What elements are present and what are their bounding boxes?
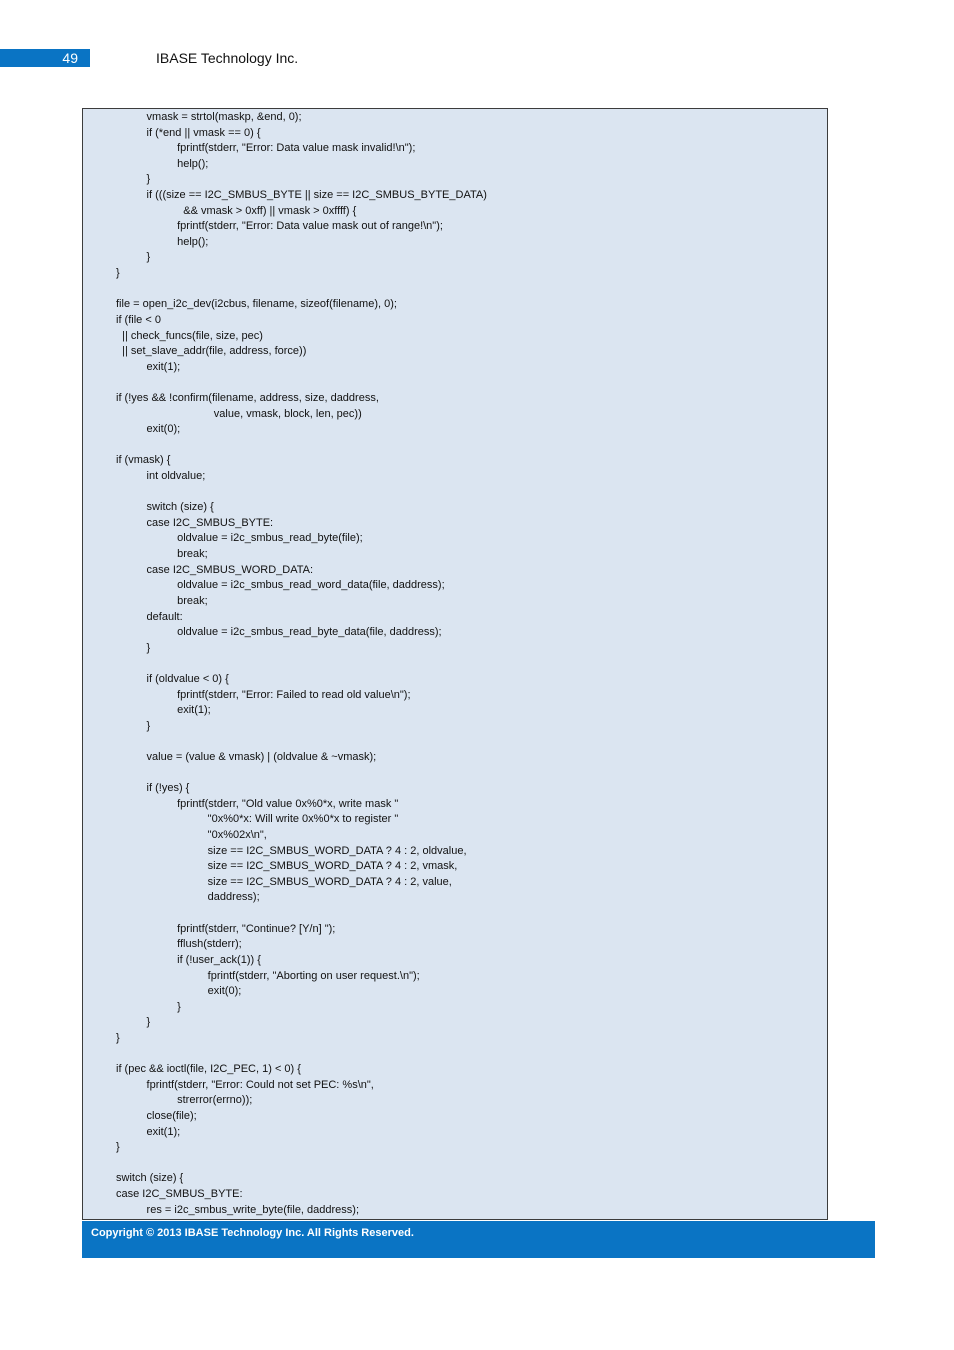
- code-line: switch (size) {: [116, 1172, 184, 1185]
- code-line: [116, 766, 487, 782]
- code-line: if (vmask) {: [116, 454, 171, 467]
- footer-bar: [82, 1221, 875, 1258]
- code-line: switch (size) {: [116, 501, 214, 514]
- code-line: oldvalue = i2c_smbus_read_word_data(file, daddress);: [116, 579, 445, 592]
- code-line: if (*end || vmask == 0) {: [116, 126, 261, 139]
- code-line: if (!yes) {: [116, 782, 190, 795]
- code-line: [116, 485, 487, 501]
- code-line: [116, 375, 487, 391]
- code-line: file = open_i2c_dev(i2cbus, filename, sizeof(filename), 0);: [116, 298, 397, 311]
- code-line: size == I2C_SMBUS_WORD_DATA ? 4 : 2, value,: [116, 875, 452, 888]
- code-line: [116, 734, 487, 750]
- code-line: help();: [116, 235, 209, 248]
- page-number: 49: [0, 49, 90, 67]
- code-line: int oldvalue;: [116, 470, 206, 483]
- code-line: [116, 1047, 487, 1063]
- code-line: value, vmask, block, len, pec)): [116, 407, 362, 420]
- code-line: fflush(stderr);: [116, 938, 242, 951]
- code-line: [116, 1156, 487, 1172]
- code-line: size == I2C_SMBUS_WORD_DATA ? 4 : 2, vmask,: [116, 860, 458, 873]
- code-line: }: [116, 1031, 120, 1044]
- code-line: exit(1);: [116, 704, 211, 717]
- code-line: oldvalue = i2c_smbus_read_byte(file);: [116, 532, 363, 545]
- code-line: res = i2c_smbus_write_byte(file, daddress);: [116, 1203, 360, 1216]
- code-line: [116, 656, 487, 672]
- code-line: "0x%02x\n",: [116, 829, 267, 842]
- company-name-header: IBASE Technology Inc.: [156, 50, 299, 66]
- code-line: }: [116, 719, 151, 732]
- code-line: || set_slave_addr(file, address, force)): [116, 345, 307, 358]
- code-line: fprintf(stderr, "Error: Failed to read old value\n");: [116, 688, 411, 701]
- code-line: if (((size == I2C_SMBUS_BYTE || size == I2C_SMBUS_BYTE_DATA): [116, 189, 487, 202]
- code-line: }: [116, 251, 151, 264]
- code-line: case I2C_SMBUS_BYTE:: [116, 1188, 243, 1201]
- code-line: && vmask > 0xff) || vmask > 0xffff) {: [116, 204, 357, 217]
- code-line: strerror(errno));: [116, 1094, 253, 1107]
- code-line: fprintf(stderr, "Error: Data value mask out of range!\n");: [116, 220, 443, 233]
- code-line: || check_funcs(file, size, pec): [116, 329, 263, 342]
- code-line: [116, 438, 487, 454]
- code-line: [116, 906, 487, 922]
- code-line: }: [116, 267, 120, 280]
- code-line: }: [116, 641, 151, 654]
- code-line: vmask = strtol(maskp, &end, 0);: [116, 111, 302, 123]
- code-line: if (!yes && !confirm(filename, address, size, daddress,: [116, 391, 379, 404]
- code-line: [116, 282, 487, 298]
- code-line: fprintf(stderr, "Error: Data value mask invalid!\n");: [116, 142, 416, 155]
- code-line: fprintf(stderr, "Error: Could not set PEC: %s\n",: [116, 1078, 374, 1091]
- code-listing-box: [82, 108, 828, 1220]
- code-line: if (file < 0: [116, 313, 161, 326]
- code-line: daddress);: [116, 891, 260, 904]
- code-line: fprintf(stderr, "Continue? [Y/n] ");: [116, 922, 336, 935]
- code-line: case I2C_SMBUS_BYTE:: [116, 516, 274, 529]
- code-line: exit(1);: [116, 1125, 181, 1138]
- code-line: close(file);: [116, 1110, 197, 1122]
- code-line: exit(0);: [116, 423, 181, 436]
- code-line: }: [116, 1141, 120, 1154]
- code-line: help();: [116, 157, 209, 170]
- code-line: exit(1);: [116, 360, 181, 373]
- code-line: if (oldvalue < 0) {: [116, 672, 229, 685]
- code-line: case I2C_SMBUS_WORD_DATA:: [116, 563, 314, 576]
- code-line: exit(0);: [116, 985, 242, 998]
- code-line: }: [116, 1000, 181, 1013]
- code-lines: [116, 110, 487, 1218]
- code-line: "0x%0*x: Will write 0x%0*x to register ": [116, 813, 399, 826]
- code-line: fprintf(stderr, "Aborting on user request.\n");: [116, 969, 420, 982]
- copyright-text: Copyright © 2013 IBASE Technology Inc. All Rights Reserved.: [91, 1227, 414, 1239]
- code-line: }: [116, 173, 151, 186]
- code-line: break;: [116, 548, 208, 561]
- code-line: break;: [116, 594, 208, 607]
- code-line: default:: [116, 610, 183, 623]
- code-line: if (!user_ack(1)) {: [116, 953, 261, 966]
- code-line: size == I2C_SMBUS_WORD_DATA ? 4 : 2, oldvalue,: [116, 844, 467, 857]
- code-line: fprintf(stderr, "Old value 0x%0*x, write mask ": [116, 797, 399, 810]
- code-line: value = (value & vmask) | (oldvalue & ~vmask);: [116, 750, 377, 763]
- code-line: }: [116, 1016, 151, 1029]
- code-line: oldvalue = i2c_smbus_read_byte_data(file, daddress);: [116, 626, 442, 639]
- code-line: if (pec && ioctl(file, I2C_PEC, 1) < 0) {: [116, 1063, 301, 1076]
